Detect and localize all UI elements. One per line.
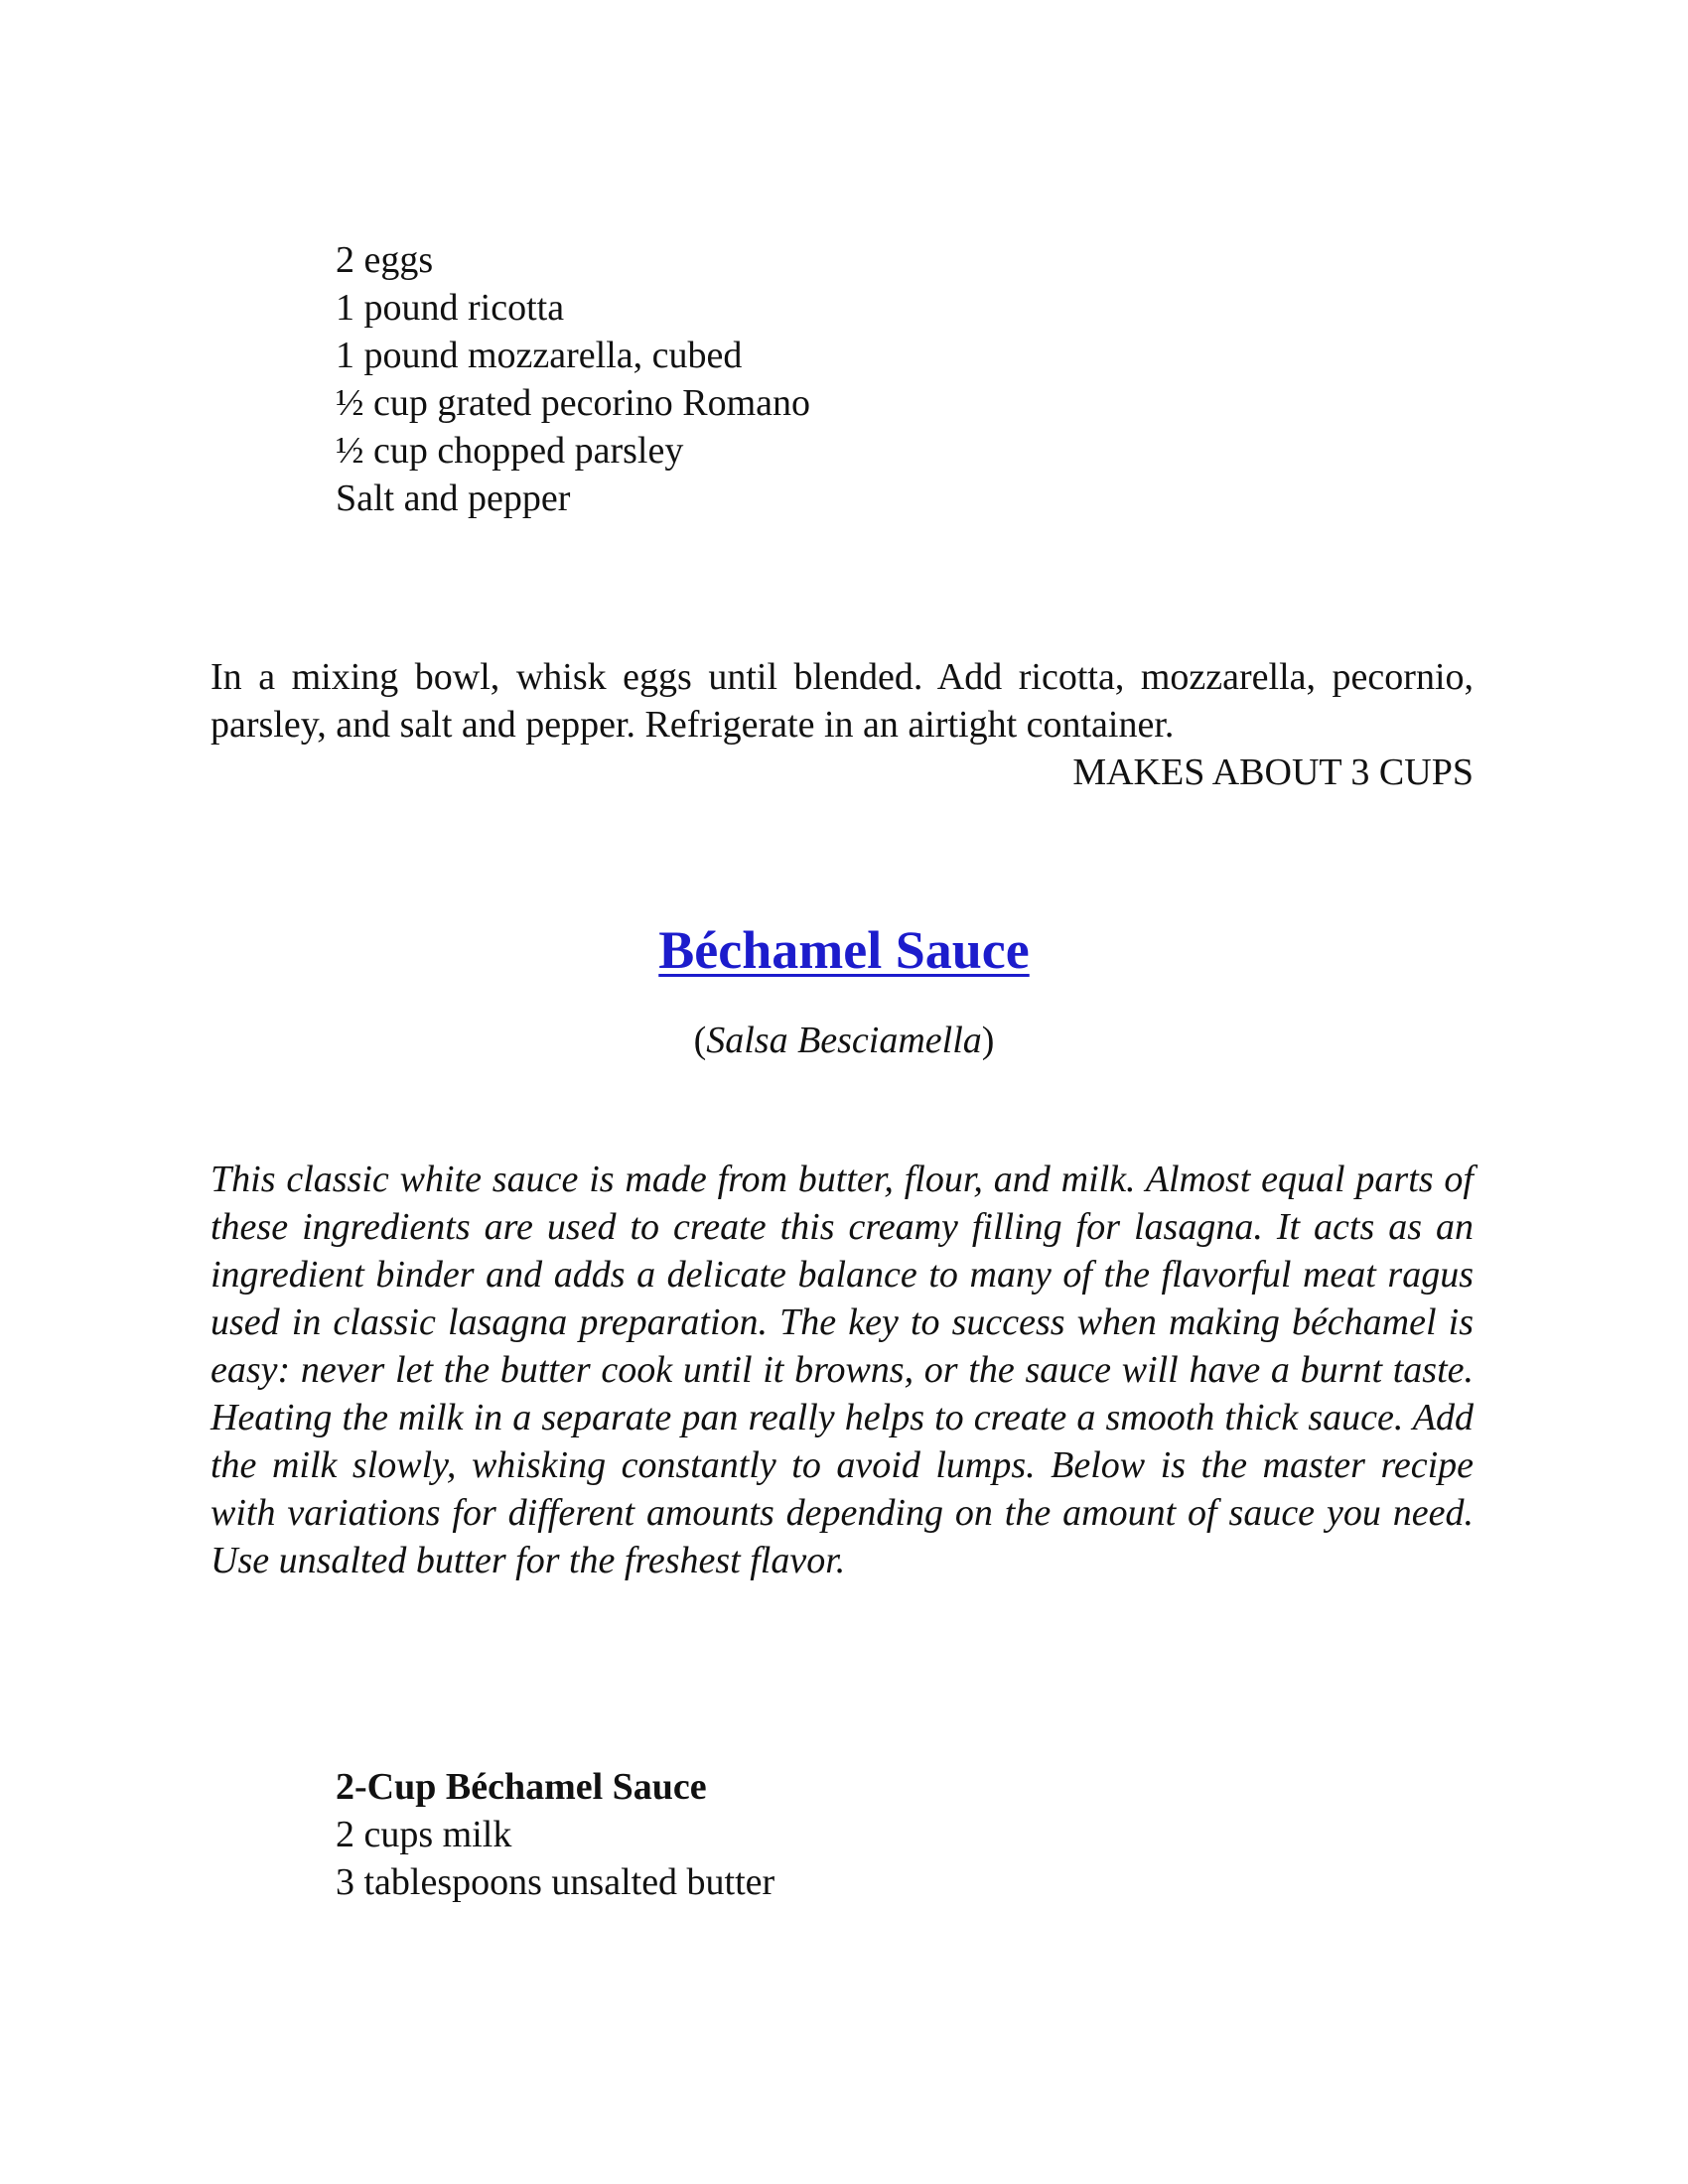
recipe-title-link[interactable]: Béchamel Sauce [658,920,1030,980]
ingredient-item: 1 pound ricotta [336,287,565,329]
ingredient-item: 1 pound mozzarella, cubed [336,335,743,376]
method-paragraph: In a mixing bowl, whisk eggs until blended. Add ricotta, mozzarella, pecornio, parsley, and salt and pepper. Refrigerate in an airtight container. [211,656,1474,746]
subtitle-italian-name: Salsa Besciamella [706,1020,982,1061]
variation-ingredient-item: 3 tablespoons unsalted butter [336,1861,775,1903]
variation-ingredient-item: 2 cups milk [336,1814,512,1855]
recipe-subtitle [0,1017,1688,1064]
variation-heading: 2-Cup Béchamel Sauce [336,1766,707,1808]
intro-paragraph: This classic white sauce is made from butter, flour, and milk. Almost equal parts of these ingredients are used to create this creamy filling for lasagna. It acts as an ingredient binder and adds a delicate balance to many of the flavorful meat ragus used in classic lasagna preparation. The key to success when making béchamel is easy: never let the butter cook until it browns, or the sauce will have a burnt taste. Heating the milk in a separate pan really helps to create a smooth thick sauce. Add the milk slowly, whisking constantly to avoid lumps. Below is the master recipe with variations for different amounts depending on the amount of sauce you need. Use unsalted butter for the freshest flavor. [211,1159,1474,1581]
ingredient-item: ½ cup grated pecorino Romano [336,382,811,424]
subtitle-close-paren: ) [981,1020,995,1061]
ingredient-list [336,236,810,522]
variation-recipe [336,1763,774,1906]
ingredient-item: 2 eggs [336,239,434,281]
ingredient-item: Salt and pepper [336,478,571,519]
ingredient-item: ½ cup chopped parsley [336,430,684,472]
subtitle-open-paren: ( [693,1020,707,1061]
yield-note: MAKES ABOUT 3 CUPS [1072,751,1474,793]
